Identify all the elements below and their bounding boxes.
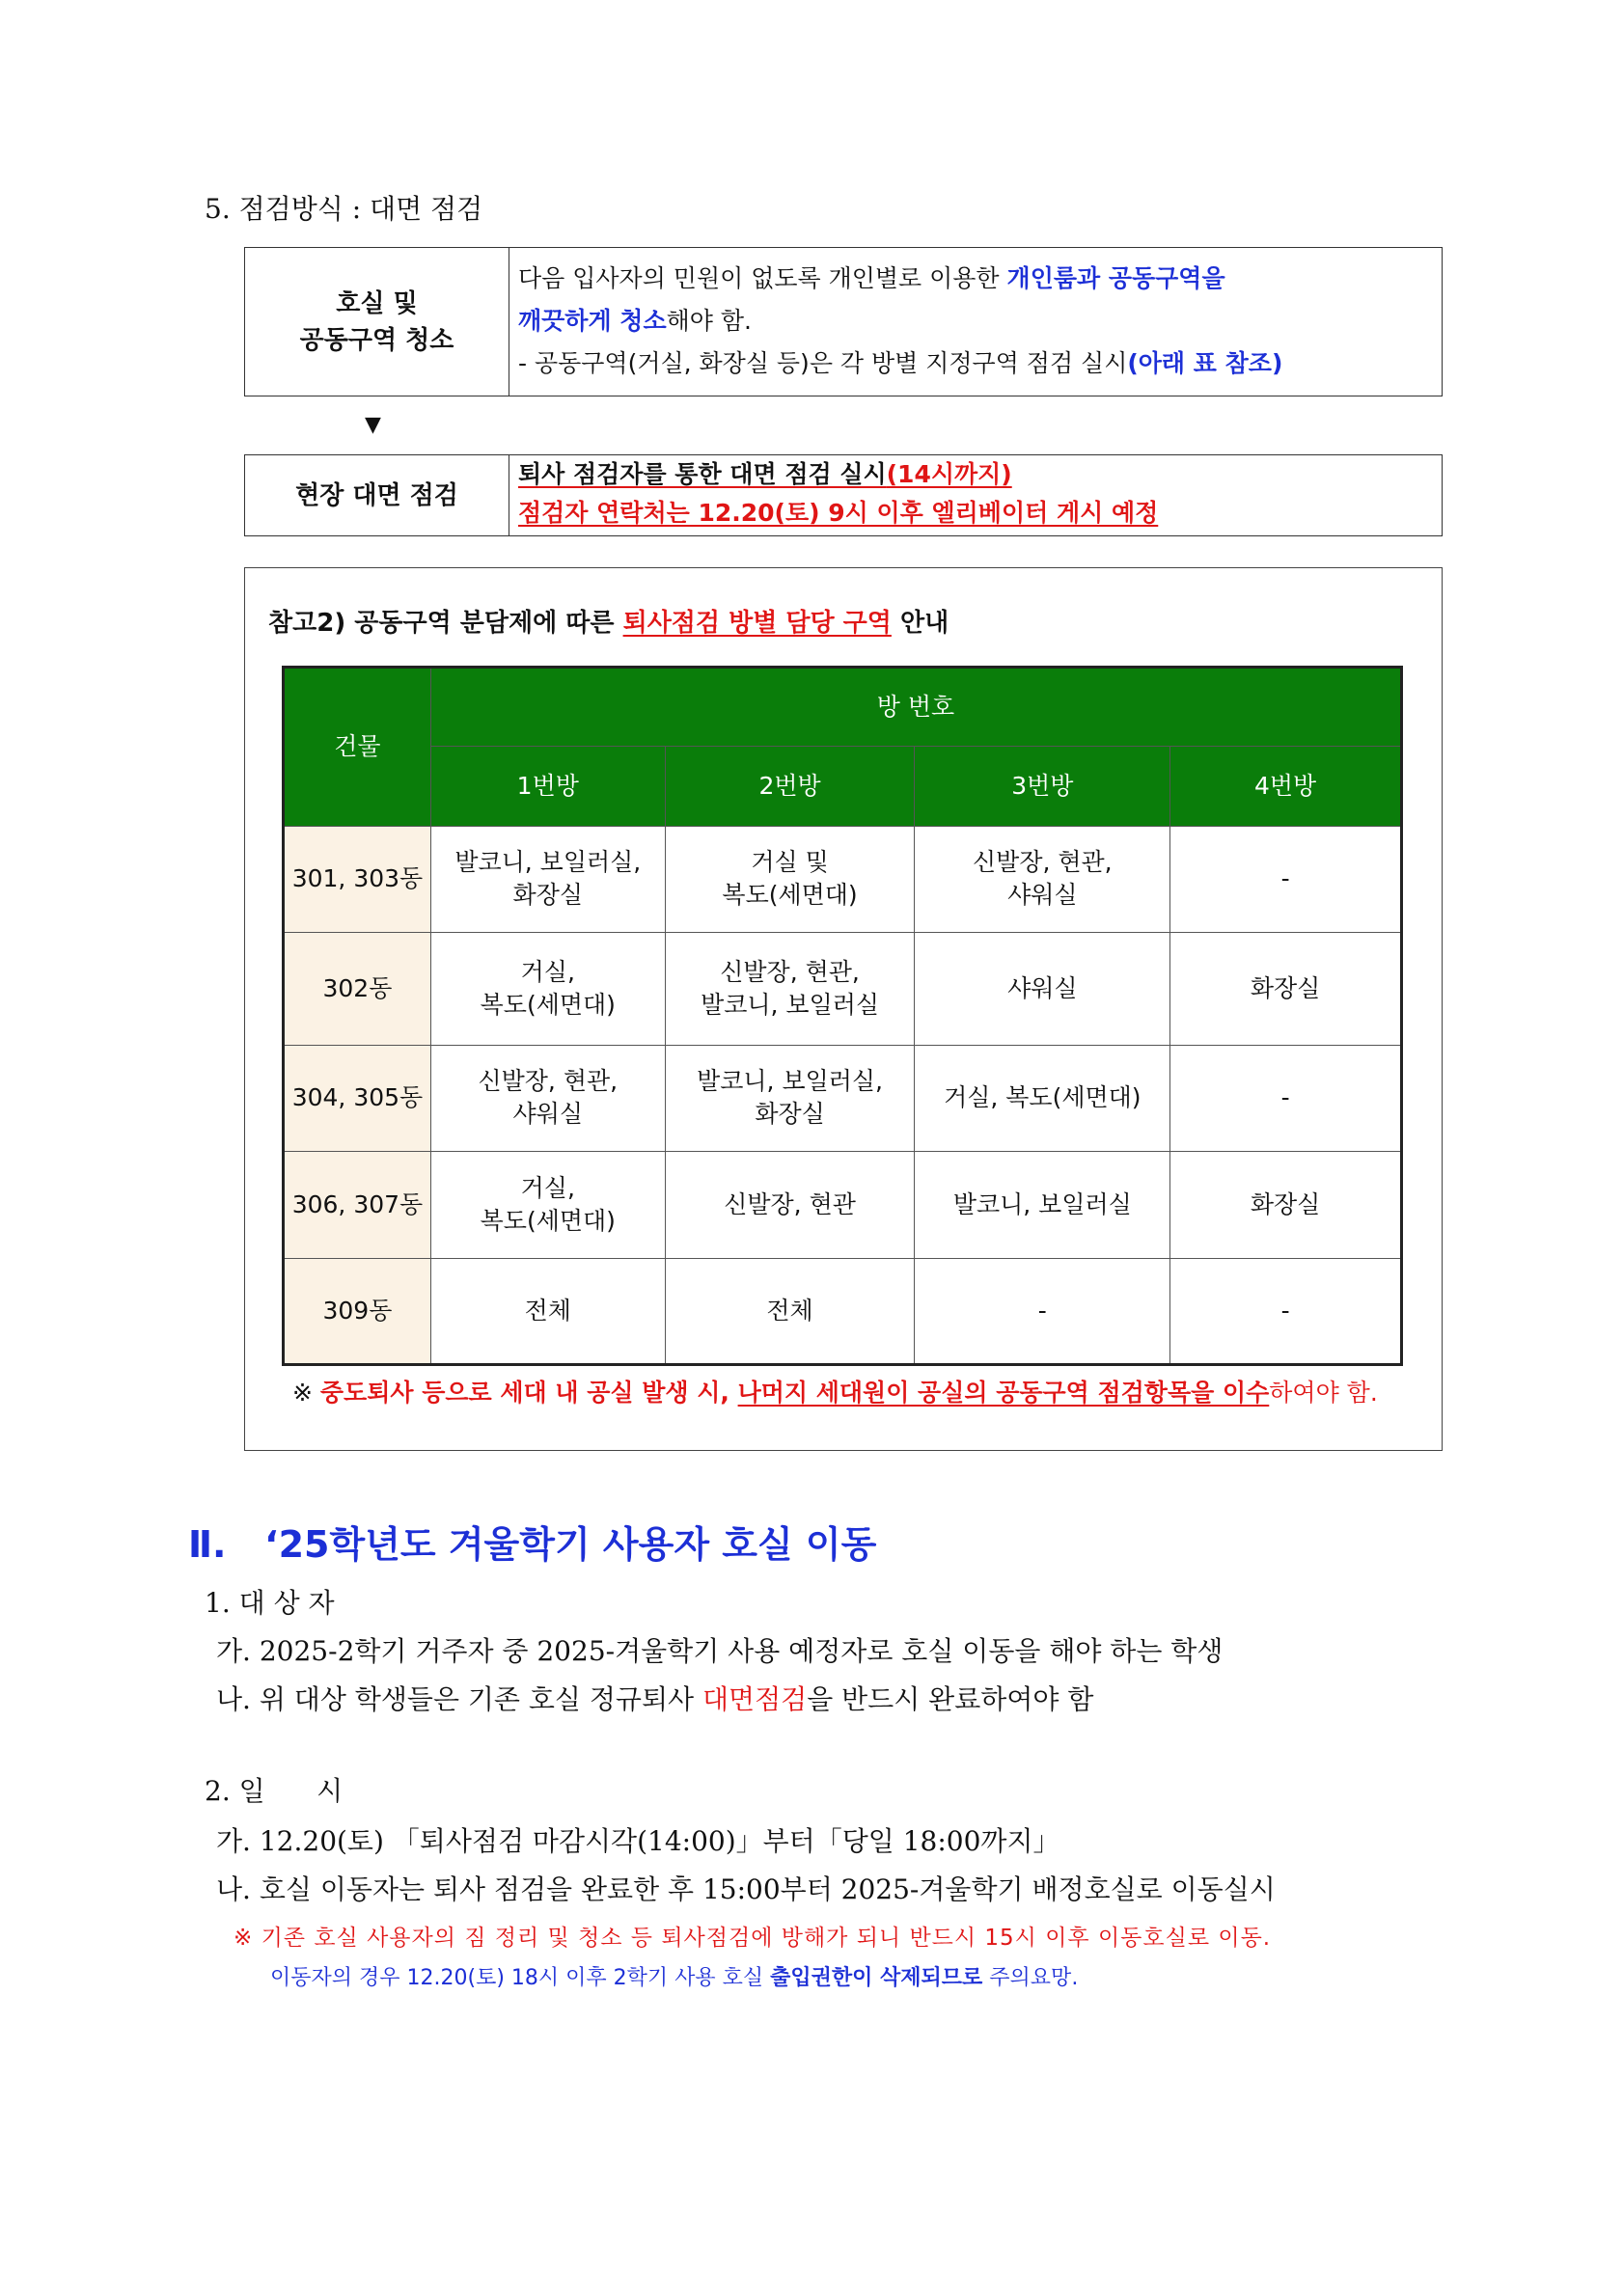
- area-cell: [915, 1152, 1170, 1258]
- access-warning-a: 이동자의 경우 12.20(토) 18시 이후 2학기 사용 호실: [270, 1966, 771, 1990]
- reference-title: [268, 603, 949, 639]
- vacancy-note-b: 중도퇴사 등으로 세대 내 공실 발생 시,: [319, 1379, 738, 1407]
- area-cell: [430, 1258, 665, 1364]
- section-2-title: [188, 1515, 876, 1568]
- area-cell-line: -: [1037, 1296, 1047, 1325]
- schedule-heading: 2. 일 시: [205, 1775, 344, 1807]
- area-cell-line: 신발장, 현관,: [973, 848, 1113, 877]
- building-header: 건물: [284, 668, 431, 827]
- section-2-title-text: ‘25학년도 겨울학기 사용자 호실 이동: [264, 1523, 877, 1566]
- area-cell: [1170, 1258, 1402, 1364]
- area-cell-line: 복도(세면대): [480, 1206, 616, 1235]
- area-cell-line: 화장실: [1250, 1189, 1321, 1218]
- cleaning-text-2a: 깨끗하게 청소: [518, 307, 667, 335]
- area-cell-line: 샤워실: [1007, 881, 1078, 910]
- area-cell-line: 발코니, 보일러실: [952, 1189, 1132, 1218]
- area-cell-line: 발코니, 보일러실: [701, 990, 880, 1019]
- area-cell: [665, 826, 915, 932]
- access-warning-b: 출입권한이 삭제되므로: [770, 1966, 983, 1990]
- schedule-item-a: 가. 12.20(토) 「퇴사점검 마감시각(14:00)」부터「당일 18:00까지」: [216, 1825, 1060, 1857]
- area-cell-line: 화장실: [755, 1100, 825, 1129]
- area-cell-line: 화장실: [512, 881, 583, 910]
- inspection-box: [244, 454, 1443, 536]
- cleaning-label-line1: 호실 및: [336, 288, 418, 318]
- room-header-4: 4번방: [1170, 747, 1402, 826]
- table-row: [284, 933, 1402, 1045]
- access-warning: [270, 1961, 1078, 1991]
- target-item-b: [216, 1679, 1093, 1717]
- inspection-text-2: 점검자 연락처는 12.20(토) 9시 이후 엘리베이터 게시 예정: [518, 499, 1159, 527]
- reference-title-c: 안내: [891, 609, 949, 638]
- area-cell: [1170, 933, 1402, 1045]
- area-cell-line: 신발장, 현관,: [478, 1067, 619, 1096]
- room-number-header: 방 번호: [430, 668, 1401, 747]
- vacancy-note: [292, 1374, 1378, 1408]
- area-cell-line: 화장실: [1250, 973, 1321, 1002]
- vacancy-note-mark: ※: [292, 1379, 320, 1407]
- target-item-a: 가. 2025-2학기 거주자 중 2025-겨울학기 사용 예정자로 호실 이동을 해야 하는 학생: [216, 1635, 1224, 1667]
- inspection-text-1b: (14시까지): [886, 460, 1012, 488]
- area-cell-line: 신발장, 현관,: [720, 957, 860, 986]
- area-cell-line: 거실 및: [751, 848, 829, 877]
- cleaning-text-1a: 다음 입사자의 민원이 없도록 개인별로 이용한: [518, 264, 1007, 292]
- area-cell: [430, 1152, 665, 1258]
- area-cell-line: 신발장, 현관: [724, 1189, 856, 1218]
- vacancy-note-c: 나머지 세대원이 공실의 공동구역 점검항목을 이수: [737, 1379, 1270, 1407]
- building-cell: 306, 307동: [284, 1152, 431, 1258]
- section-2-numeral: Ⅱ.: [188, 1523, 227, 1566]
- area-cell-line: 복도(세면대): [722, 881, 858, 910]
- area-cell: [665, 1152, 915, 1258]
- area-cell-line: -: [1280, 864, 1290, 893]
- down-arrow-icon: ▼: [365, 413, 381, 437]
- area-cell-line: 전체: [766, 1296, 813, 1325]
- area-cell-line: 거실,: [520, 957, 575, 986]
- cleaning-text-3a: - 공동구역(거실, 화장실 등)은 각 방별 지정구역 점검 실시: [518, 349, 1128, 377]
- area-cell: [430, 1045, 665, 1151]
- target-item-b-1: 나. 위 대상 학생들은 기존 호실 정규퇴사: [216, 1683, 702, 1715]
- target-heading: 1. 대 상 자: [205, 1587, 335, 1619]
- area-cell: [1170, 1045, 1402, 1151]
- building-cell: 302동: [284, 933, 431, 1045]
- area-cell-line: 샤워실: [512, 1100, 583, 1129]
- room-header-2: 2번방: [665, 747, 915, 826]
- area-cell-line: 발코니, 보일러실,: [454, 848, 642, 877]
- area-cell: [665, 1258, 915, 1364]
- area-cell-line: 샤워실: [1007, 973, 1078, 1002]
- cleaning-text-2b: 해야 함.: [666, 307, 752, 335]
- table-row: [284, 1045, 1402, 1151]
- area-cell-line: 발코니, 보일러실,: [697, 1067, 883, 1096]
- area-assignment-table: [282, 666, 1403, 1366]
- cleaning-label-line2: 공동구역 청소: [299, 325, 454, 355]
- cleaning-text: [509, 248, 1442, 396]
- reference-title-b: 퇴사점검 방별 담당 구역: [622, 609, 892, 638]
- cleaning-text-3b: (아래 표 참조): [1127, 349, 1283, 377]
- building-cell: 304, 305동: [284, 1045, 431, 1151]
- access-warning-c: 주의요망.: [982, 1966, 1079, 1990]
- cleaning-box: [244, 247, 1443, 396]
- room-header-1: 1번방: [430, 747, 665, 826]
- area-cell: [665, 1045, 915, 1151]
- room-header-3: 3번방: [915, 747, 1170, 826]
- area-cell-line: 거실,: [520, 1173, 575, 1202]
- area-cell-line: 거실, 복도(세면대): [944, 1083, 1142, 1112]
- area-cell: [915, 1258, 1170, 1364]
- area-cell: [1170, 1152, 1402, 1258]
- cleaning-text-1b: 개인룸과 공동구역을: [1006, 264, 1225, 292]
- table-row: [284, 826, 1402, 932]
- inspection-label: 현장 대면 점검: [245, 455, 509, 535]
- table-row: [284, 1258, 1402, 1364]
- area-cell-line: 전체: [524, 1296, 571, 1325]
- section-5-heading: 5. 점검방식 : 대면 점검: [205, 193, 483, 225]
- inspection-text: [509, 455, 1442, 535]
- inspection-text-1a: 퇴사 점검자를 통한 대면 점검 실시: [518, 460, 887, 488]
- area-cell-line: -: [1280, 1296, 1290, 1325]
- target-item-b-3: 을 반드시 완료하여야 함: [807, 1683, 1094, 1715]
- area-cell: [430, 933, 665, 1045]
- area-cell: [915, 826, 1170, 932]
- building-cell: 301, 303동: [284, 826, 431, 932]
- cleaning-label: [245, 248, 509, 396]
- target-item-b-2: 대면점검: [701, 1683, 808, 1715]
- vacancy-note-d: 하여야 함.: [1269, 1379, 1378, 1407]
- area-cell-line: -: [1280, 1083, 1290, 1112]
- area-cell-line: 복도(세면대): [480, 990, 616, 1019]
- table-row: [284, 1152, 1402, 1258]
- area-cell: [665, 933, 915, 1045]
- schedule-item-b: 나. 호실 이동자는 퇴사 점검을 완료한 후 15:00부터 2025-겨울학기 배정호실로 이동실시: [216, 1873, 1276, 1905]
- area-cell: [915, 933, 1170, 1045]
- area-cell: [915, 1045, 1170, 1151]
- reference-title-a: 참고2) 공동구역 분담제에 따른: [268, 609, 623, 638]
- move-warning: ※ 기존 호실 사용자의 짐 정리 및 청소 등 퇴사점검에 방해가 되니 반드시 15시 이후 이동호실로 이동.: [234, 1926, 1272, 1951]
- area-cell: [430, 826, 665, 932]
- area-cell: [1170, 826, 1402, 932]
- building-cell: 309동: [284, 1258, 431, 1364]
